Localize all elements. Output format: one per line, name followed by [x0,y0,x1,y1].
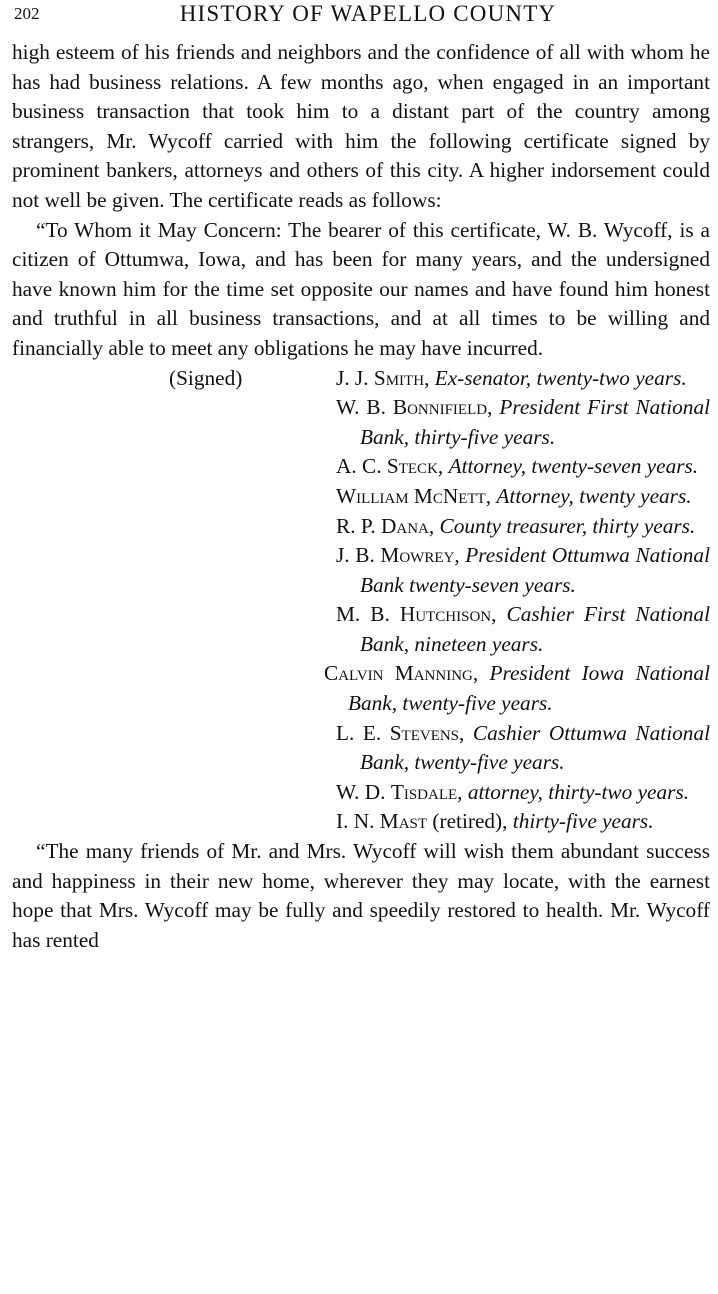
signature-entry: I. N. Mast (retired), thirty-five years. [336,809,654,834]
signature-block [12,364,710,838]
signature-entry: R. P. Dana, County treasurer, thirty years. [336,513,696,538]
signature-entry: Calvin Manning, President Iowa National Bank, twenty-five years. [324,661,710,716]
certificate-paragraph: “To Whom it May Concern: The bearer of this certificate, W. B. Wycoff, is a citizen of Ottumwa, Iowa, and has been for many years, and the undersigned have known him for the time set opposite our names and have found him honest and truthful in all business transactions, and at all times to be willing and financially able to meet any obligations he may have incurred. [12,217,710,360]
signature-entry: L. E. Stevens, Cashier Ottumwa National Bank, twenty-five years. [336,720,710,775]
signature-entry: William McNett, Attorney, twenty years. [336,483,692,508]
signature-entry: A. C. Steck, Attorney, twenty-seven years. [336,454,699,479]
page-header [12,0,710,38]
closing-paragraph: “The many friends of Mr. and Mrs. Wycoff will wish them abundant success and happiness in their new home, wherever they may locate, with the earnest hope that Mrs. Wycoff may be fully and speedily restored to health. Mr. Wycoff has rented [12,839,710,952]
signature-entry: J. B. Mowrey, President Ottumwa National Bank twenty-seven years. [336,543,710,597]
running-head-title: HISTORY OF WAPELLO COUNTY [179,1,557,26]
signature-entry: M. B. Hutchison, Cashier First National Bank, nineteen years. [336,602,710,656]
signature-list [324,364,711,838]
intro-paragraph: high esteem of his friends and neighbors and the confidence of all with whom he has had business relations. A few months ago, when engaged in an important business transaction that took him to a distant part of the country among strangers, Mr. Wycoff carried with him the following certificate signed by prominent bankers, attorneys and others of this city. A higher indorsement could not well be given. The certificate reads as follows: [12,40,710,212]
signed-label: (Signed) [169,365,243,390]
signature-entry: W. D. Tisdale, attorney, thirty-two years. [336,779,690,804]
signature-entry: W. B. Bonnifield, President First National Bank, thirty-five years. [336,395,711,449]
signature-entry: J. J. Smith, Ex-senator, twenty-two years. [336,365,687,390]
page-number: 202 [14,4,40,23]
document-page [12,0,710,955]
